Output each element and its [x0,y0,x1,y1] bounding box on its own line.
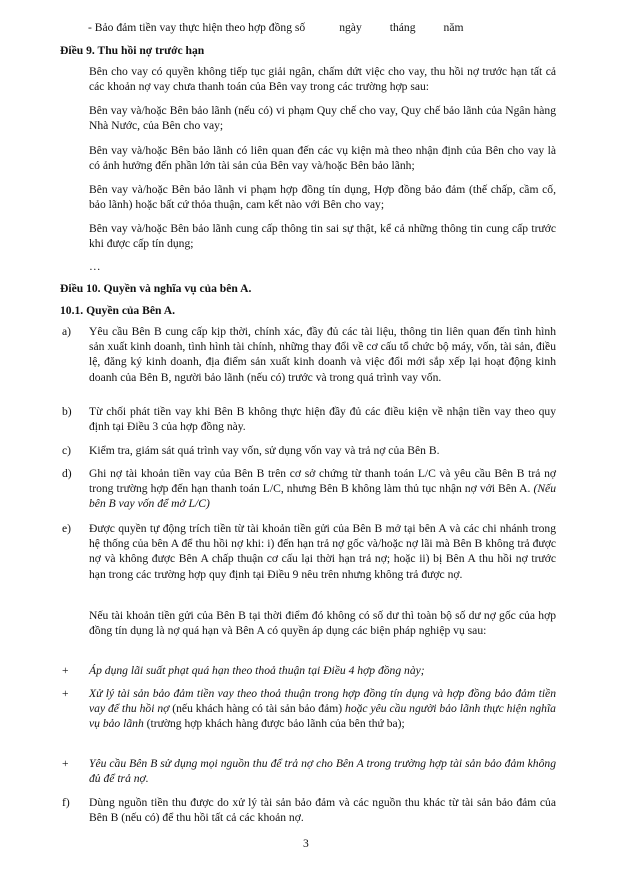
plus-marker: + [62,687,69,700]
item-b-text: Từ chối phát tiền vay khi Bên B không thực hiện đầy đủ các điều kiện về nhận tiền vay theo quy định tại Điều 3 của hợp đồng này. [89,405,556,434]
item-c-marker: c) [62,444,72,457]
item-a-text: Yêu cầu Bên B cung cấp kịp thời, chính xác, đầy đủ các tài liệu, thông tin liên quan đến tình hình sản xuất kinh doanh, tình hình tài chính, những thay đổi về cơ cấu tổ chức bộ máy, vốn, tài sản, điều lệ, đăng ký kinh doanh, địa điểm sản xuất kinh doanh và việc đổi mới sắp xếp lại hoạt động kinh doanh của Bên B, người bảo lãnh (nếu có) trước và trong quá trình vay vốn. [89,325,556,384]
page-number: 3 [303,837,309,850]
item-e-text: Được quyền tự động trích tiền từ tài khoản tiền gửi của Bên B mở tại bên A và các chi nhánh trong hệ thống của bên A để thu hồi nợ khi: i) đến hạn trả nợ gốc và/hoặc nợ lãi mà Bên B không trả được nợ và không được Bên A chấp thuận cơ cấu lại thời hạn trả nợ; hoặc ii) bị Bên A thu hồi nợ trước hạn trong các trường hợp quy định tại Điều 9 nêu trên nhưng không trả được nợ. [89,522,556,581]
item-e-continuation: Nếu tài khoản tiền gửi của Bên B tại thời điểm đó không có số dư thì toàn bộ số dư nợ gốc của hợp đồng tín dụng là nợ quá hạn và Bên A có quyền áp dụng các biện pháp nghiệp vụ sau: [89,609,556,638]
item-a-marker: a) [62,325,72,338]
item-c-text: Kiểm tra, giám sát quá trình vay vốn, sử dụng vốn vay và trả nợ của Bên B. [89,444,440,457]
item-d-marker: d) [62,467,72,480]
top-line [88,20,528,35]
plus-item-italic: hoặc yêu cầu người bảo lãnh thực hiện nghĩa vụ bảo lãnh [89,702,556,731]
plus-item-italic: Xử lý tài sản bảo đảm tiền vay theo thoả thuận trong hợp đồng tín dụng và hợp đồng bảo đảm tiền vay để thu hồi nợ [89,687,556,716]
item-e-marker: e) [62,522,72,535]
item-d-note: (Nếu bên B vay vốn để mở L/C) [89,482,556,511]
article-9-item: Bên vay và/hoặc Bên bảo lãnh có liên quan đến các vụ kiện mà theo nhận định của Bên cho vay là có ảnh hưởng đến phần lớn tài sản của Bên vay và/hoặc Bên bảo lãnh; [89,144,556,173]
article-9-heading: Điều 9. Thu hồi nợ trước hạn [60,44,205,57]
plus-item-normal: (nếu khách hàng có tài sản bảo đảm) [169,702,346,716]
plus-marker: + [62,664,69,677]
top-line-year: năm [443,21,464,34]
item-d-paragraph [89,466,556,512]
item-d-text: Ghi nợ tài khoản tiền vay của Bên B trên cơ sở chứng từ thanh toán L/C và yêu cầu Bên B trả nợ trong trường hợp đến hạn thanh toán L/C, nhưng Bên B không làm thủ tục nhận nợ với Bên A. [89,467,556,496]
item-b-marker: b) [62,405,72,418]
item-f-text: Dùng nguồn tiền thu được do xử lý tài sản bảo đảm và các nguồn thu khác từ tài sản bảo đảm của Bên B (nếu có) để thu hồi tất cả các khoản nợ. [89,796,556,825]
article-10-heading: Điều 10. Quyền và nghĩa vụ của bên A. [60,282,252,295]
article-9-item: Bên vay và/hoặc Bên bảo lãnh vi phạm hợp đồng tín dụng, Hợp đồng bảo đảm (thế chấp, cầm cố, bảo lãnh) hoặc bất cứ thỏa thuận, cam kết nào với Bên cho vay; [89,183,556,212]
item-f-marker: f) [62,796,70,809]
plus-item [89,686,556,732]
plus-item: Yêu cầu Bên B sử dụng mọi nguồn thu để trả nợ cho Bên A trong trường hợp tài sản bảo đảm không đủ để trả nợ. [89,757,556,786]
section-10-1-heading: 10.1. Quyền của Bên A. [60,304,175,317]
top-line-prefix: - Bảo đảm tiền vay thực hiện theo hợp đồng số [88,21,306,34]
plus-marker: + [62,757,69,770]
top-line-month: tháng [389,21,416,34]
plus-item: Áp dụng lãi suất phạt quá hạn theo thoả thuận tại Điều 4 hợp đồng này; [89,664,425,677]
plus-item-normal: (trường hợp khách hàng được bảo lãnh của bên thứ ba); [143,717,405,731]
article-9-item: Bên vay và/hoặc Bên bảo lãnh cung cấp thông tin sai sự thật, kể cả những thông tin cung cấp trước khi được cấp tín dụng; [89,222,556,251]
article-9-item: Bên vay và/hoặc Bên bảo lãnh (nếu có) vi phạm Quy chế cho vay, Quy chế bảo lãnh của Ngân hàng Nhà Nước, của Bên cho vay; [89,104,556,133]
article-9-intro: Bên cho vay có quyền không tiếp tục giải ngân, chấm dứt việc cho vay, thu hồi nợ trước hạn tất cả các khoản nợ vay chưa thanh toán của Bên vay trong các trường hợp sau: [89,65,556,94]
ellipsis: … [89,260,101,273]
top-line-day: ngày [339,21,362,34]
